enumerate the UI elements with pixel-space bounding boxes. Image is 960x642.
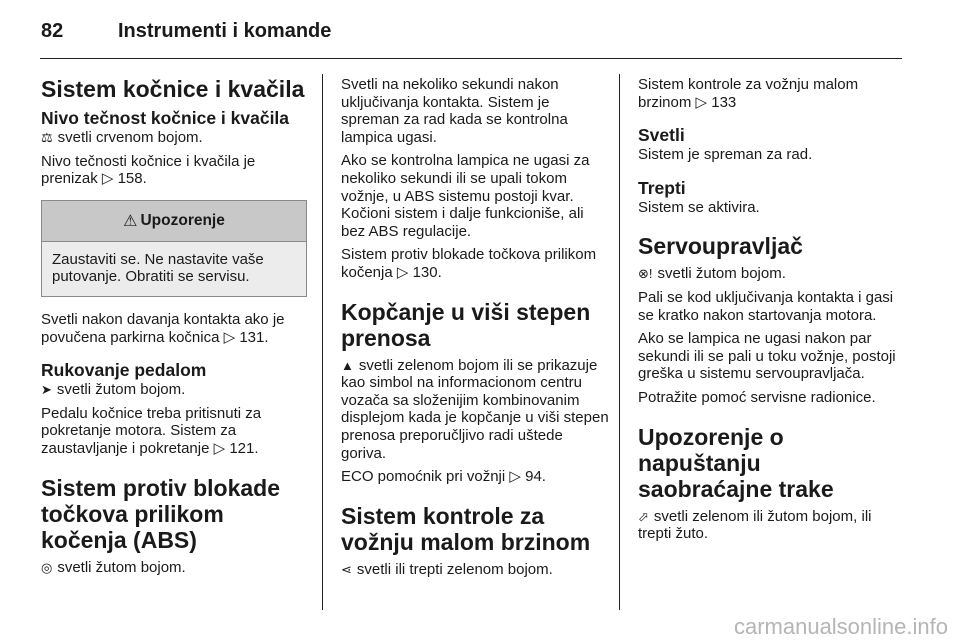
page-number: 82	[41, 20, 64, 42]
parking-brake-text: Svetli nakon davanja kontakta ako je povučena parkirna kočnica ▷ 131.	[41, 310, 285, 346]
section-heading-power-steering: Servoupravljač	[638, 233, 803, 260]
steering-on-text: Pali se kod uključivanja kontakta i gasi se kratko nakon startovanja motora.	[638, 288, 894, 324]
steering-warning-icon: ⊗!	[638, 266, 653, 282]
fluid-level-indicator-text: ⚖ svetli crvenom bojom.	[41, 129, 203, 146]
section-heading-low-speed: Sistem kontrole za vožnju malom brzinom	[341, 502, 591, 555]
low-speed-ref-text: Sistem kontrole za vožnju malom brzinom ▷ 133	[638, 76, 859, 111]
column-divider-1	[322, 74, 323, 610]
subheading-pedal: Rukovanje pedalom	[41, 360, 207, 381]
page-ref-link[interactable]: 130.	[412, 263, 442, 281]
steering-fault-text: Ako se lampica ne ugasi nakon par sekundi ili se pali u toku vožnje, postoji greška u sistemu servoupravljača.	[638, 330, 896, 383]
section-heading-lane-departure: Upozorenje o napuštanju saobraćajne trake	[638, 423, 834, 502]
steering-indicator-text: ⊗! svetli žutom bojom.	[638, 265, 786, 283]
column-3	[638, 76, 900, 549]
watermark: carmanualsonline.info	[733, 614, 948, 639]
brake-fluid-icon: ⚖	[41, 130, 53, 145]
page-ref-link[interactable]: 133	[711, 93, 737, 111]
section-heading-upshift: Kopčanje u viši stepen prenosa	[341, 298, 591, 351]
chapter-title: Instrumenti i komande	[118, 20, 332, 42]
page-ref-link[interactable]: 94.	[525, 468, 546, 486]
subheading-flashes: Trepti	[638, 177, 686, 198]
lights-text: Sistem je spreman za rad.	[638, 146, 813, 164]
warning-box	[41, 200, 307, 297]
abs-indicator-text: ◎ svetli žutom bojom.	[41, 558, 186, 576]
warning-text: Zaustaviti se. Ne nastavite vaše putovanje. Obratiti se servisu.	[52, 250, 264, 286]
flashes-text: Sistem se aktivira.	[638, 198, 760, 216]
abs-info-text: Svetli na nekoliko sekundi nakon uključivanja kontakta. Sistem je spreman za rad kada se kontrolna lampica ugasi.	[341, 76, 568, 146]
upshift-icon: ▲	[341, 357, 354, 373]
page-ref-arrow-icon: ▷	[396, 263, 409, 281]
header-divider	[40, 58, 902, 59]
pedal-start-text: Pedalu kočnice treba pritisnuti za pokretanje motora. Sistem za zaustavljanje i pokretanje ▷ 121.	[41, 404, 262, 457]
eco-ref-text: ECO pomoćnik pri vožnji ▷ 94.	[341, 468, 546, 486]
warning-triangle-icon: ⚠	[123, 212, 138, 230]
warning-body	[42, 242, 306, 296]
lane-indicator-text: ⬀ svetli zelenom ili žutom bojom, ili trepti žuto.	[638, 507, 872, 543]
section-heading-abs: Sistem protiv blokade točkova prilikom kočenja (ABS)	[41, 474, 281, 553]
low-speed-icon: ⋖	[341, 561, 352, 577]
column-divider-2	[619, 74, 620, 610]
abs-icon: ◎	[41, 559, 53, 575]
pedal-icon: ➤	[41, 382, 52, 398]
page-ref-link[interactable]: 121.	[229, 439, 259, 457]
steering-service-text: Potražite pomoć servisne radionice.	[638, 388, 876, 406]
page-ref-link[interactable]: 158.	[117, 170, 147, 188]
page-ref-arrow-icon: ▷	[695, 93, 708, 111]
subheading-lights: Svetli	[638, 125, 685, 146]
abs-ref-text: Sistem protiv blokade točkova prilikom kočenja ▷ 130.	[341, 246, 597, 281]
page-ref-arrow-icon: ▷	[223, 328, 236, 346]
page-ref-link[interactable]: 131.	[239, 328, 269, 346]
pedal-indicator-text: ➤ svetli žutom bojom.	[41, 381, 186, 399]
column-2	[341, 76, 609, 584]
page-header	[0, 0, 960, 58]
abs-fault-text: Ako se kontrolna lampica ne ugasi za nekoliko sekundi ili se upali tokom vožnje, u ABS sistemu postoji kvar. Kočioni sistem i dalje funkcioniše, ali bez ABS regulacije.	[341, 152, 590, 240]
warning-header: ⚠ Upozorenje	[42, 201, 306, 242]
section-heading-brake-clutch: Sistem kočnice i kvačila	[41, 76, 305, 102]
page-ref-arrow-icon: ▷	[213, 439, 226, 457]
fluid-level-low-text: Nivo tečnosti kočnice i kvačila je prenizak ▷ 158.	[41, 152, 256, 188]
page-ref-arrow-icon: ▷	[509, 468, 521, 486]
column-1	[41, 76, 307, 582]
upshift-indicator-text: ▲ svetli zelenom bojom ili se prikazuje kao simbol na informacionom centru vozača sa složenijim kombinovanim displejom kada je kopčanje u viši stepen prenosa preporučljivo radi uštede goriva.	[341, 356, 609, 462]
page-ref-arrow-icon: ▷	[101, 170, 114, 188]
subheading-fluid-level: Nivo tečnost kočnice i kvačila	[41, 108, 290, 128]
low-speed-indicator-text: ⋖ svetli ili trepti zelenom bojom.	[341, 560, 553, 578]
lane-departure-icon: ⬀	[638, 508, 649, 524]
